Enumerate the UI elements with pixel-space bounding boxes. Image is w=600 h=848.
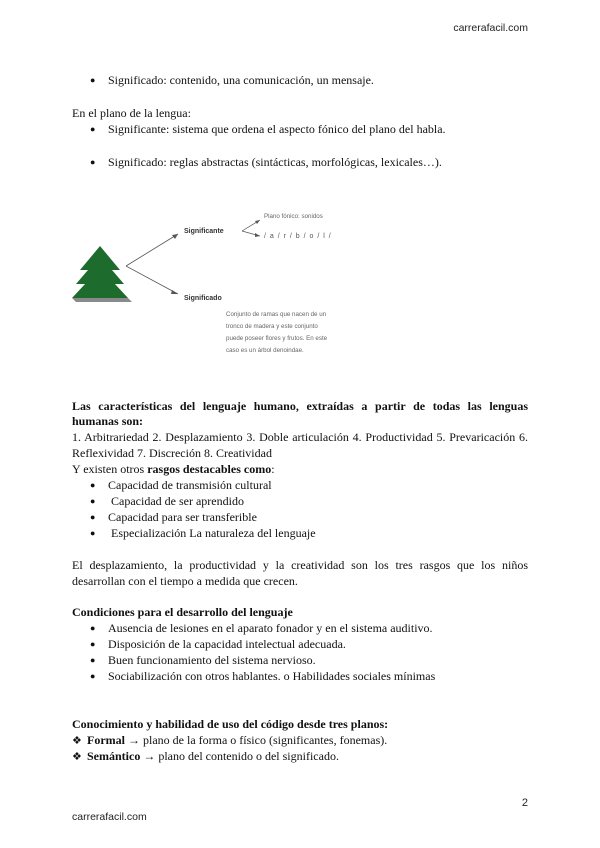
diagram-desc-line: Conjunto de ramas que nacen de un <box>226 311 327 318</box>
tree-icon <box>72 246 132 302</box>
diamond-item <box>72 732 387 749</box>
rasgos-intro <box>72 461 528 477</box>
rasgos-suffix: : <box>271 462 275 476</box>
bullet-icon: ● <box>90 528 96 538</box>
page-number: 2 <box>521 797 528 809</box>
condiciones-heading: Condiciones para el desarrollo del lenguaje <box>72 605 293 619</box>
bullet-icon: ● <box>90 639 96 649</box>
bullet-icon: ● <box>90 655 96 665</box>
bullet-item <box>90 493 244 509</box>
plano-lengua-intro: En el plano de la lengua: <box>72 106 191 120</box>
bullet-text: Capacidad de ser aprendido <box>108 494 244 508</box>
caracteristicas-list-1: 1. Arbitrariedad 2. Desplazamiento 3. Doble articulación 4. Productividad 5. Prevaricación 6. <box>72 430 528 444</box>
item-rest: → plano del contenido o del significado. <box>140 749 339 763</box>
bullet-item <box>90 652 316 668</box>
header-site: carrerafacil.com <box>453 22 528 34</box>
bullet-item <box>90 509 257 525</box>
bullet-item <box>90 121 446 137</box>
diamond-bullet-icon: ❖ <box>72 751 82 763</box>
bullet-text: Disposición de la capacidad intelectual adecuada. <box>108 637 346 651</box>
bullet-item <box>90 477 272 493</box>
item-rest: → plano de la forma o físico (significantes, fonemas). <box>125 733 388 747</box>
item-bold: Formal <box>87 733 125 747</box>
significante-label: Significante <box>184 228 224 235</box>
desplazamiento-line-2: desarrollan con el tiempo a medida que crecen. <box>72 574 298 588</box>
diamond-bullet-icon: ❖ <box>72 735 82 747</box>
bullet-item <box>90 72 374 88</box>
bullet-item <box>90 668 435 684</box>
bullet-icon: ● <box>90 75 96 85</box>
plano-fonico-label: Plano fónico: sonidos <box>264 213 323 220</box>
bullet-text: Significado: reglas abstractas (sintácticas, morfológicas, lexicales…). <box>108 155 442 169</box>
bullet-text: Ausencia de lesiones en el aparato fonador y en el sistema auditivo. <box>108 621 433 635</box>
bullet-item <box>90 636 346 652</box>
bullet-icon: ● <box>90 671 96 681</box>
diamond-item <box>72 748 339 765</box>
bullet-text: Capacidad para ser transferible <box>108 510 257 524</box>
footer-site: carrerafacil.com <box>72 811 147 823</box>
item-bold: Semántico <box>87 749 141 763</box>
caracteristicas-heading-2: humanas son: <box>72 414 144 428</box>
bullet-text: Buen funcionamiento del sistema nervioso. <box>108 653 316 667</box>
bullet-icon: ● <box>90 496 96 506</box>
rasgos-prefix: Y existen otros <box>72 462 148 476</box>
bullet-icon: ● <box>90 623 96 633</box>
rasgos-bold: rasgos destacables como <box>147 462 272 476</box>
bullet-text: Significante: sistema que ordena el aspecto fónico del plano del habla. <box>108 122 446 136</box>
bullet-text: Especialización La naturaleza del lenguaje <box>108 526 316 540</box>
bullet-item <box>90 620 433 636</box>
bullet-icon: ● <box>90 512 96 522</box>
desplazamiento-line-1: El desplazamiento, la productividad y la creatividad son los tres rasgos que los niños <box>72 558 528 572</box>
tree-diagram <box>70 200 350 360</box>
bullet-icon: ● <box>90 157 96 167</box>
arrow-up <box>126 234 178 266</box>
bullet-icon: ● <box>90 124 96 134</box>
caracteristicas-heading-1: Las características del lenguaje humano, extraídas a partir de todas las lenguas <box>72 399 528 413</box>
bullet-item <box>90 525 316 541</box>
arrow-down <box>126 266 178 294</box>
diagram-desc-line: tronco de madera y este conjunto <box>226 323 318 330</box>
diagram-desc-line: caso es un árbol denoindae. <box>226 347 304 354</box>
bullet-text: Sociabilización con otros hablantes. o Habilidades sociales mínimas <box>108 669 436 683</box>
bullet-item <box>90 154 442 170</box>
conocimiento-heading: Conocimiento y habilidad de uso del código desde tres planos: <box>72 717 389 731</box>
caracteristicas-list-2: Reflexividad 7. Discreción 8. Creatividad <box>72 446 272 460</box>
bullet-text: Capacidad de transmisión cultural <box>108 478 272 492</box>
phonemes-label: / a / r / b / o / l / <box>264 233 332 240</box>
bullet-icon: ● <box>90 480 96 490</box>
diagram-desc-line: puede poseer flores y frutos. En este <box>226 335 328 342</box>
bullet-text: Significado: contenido, una comunicación, un mensaje. <box>108 73 374 87</box>
significado-label: Significado <box>184 295 222 302</box>
